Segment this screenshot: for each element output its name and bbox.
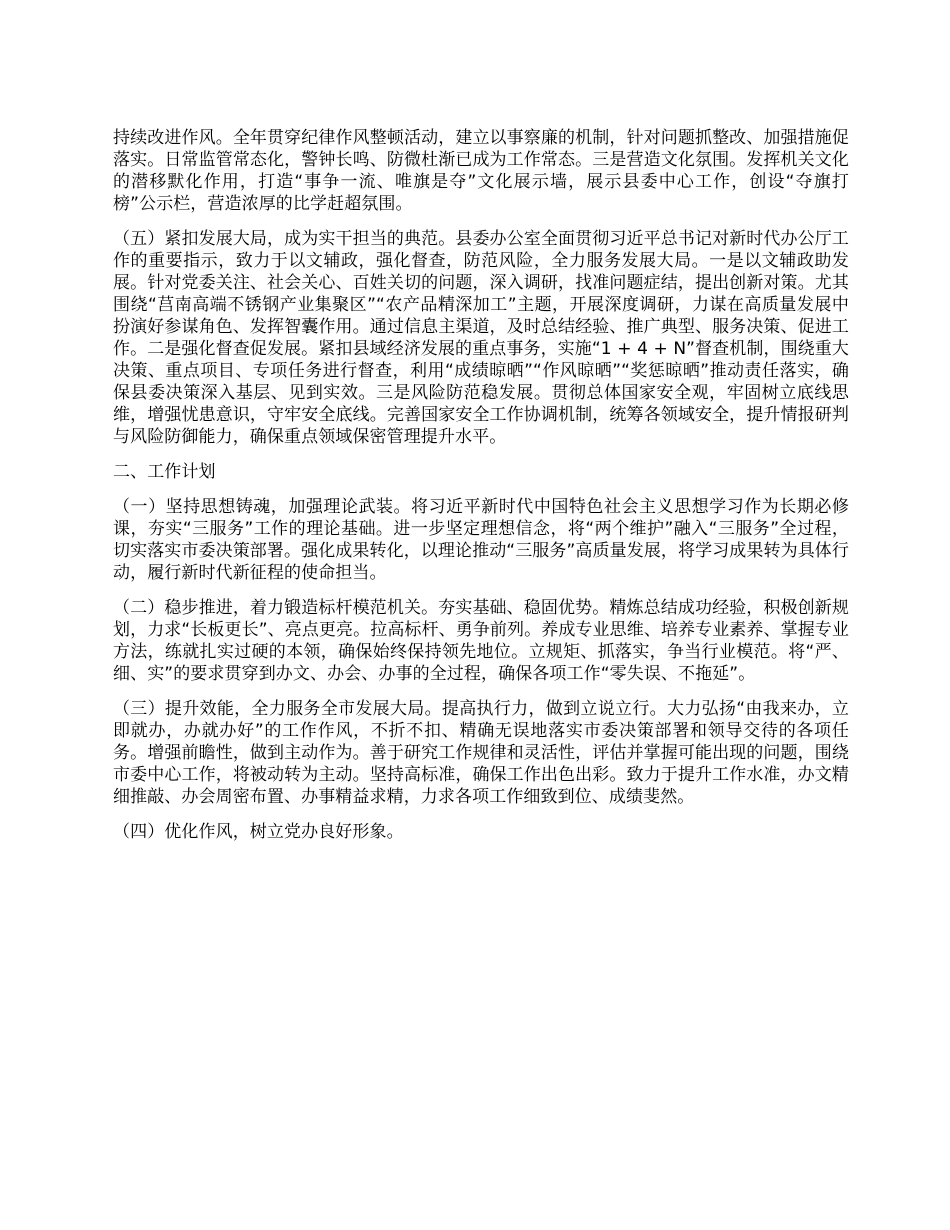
paragraph-plan-one: （一）坚持思想铸魂，加强理论武装。将习近平新时代中国特色社会主义思想学习作为长期必修课，夯实“三服务”工作的理论基础。进一步坚定理想信念，将“两个维护”融入“三服务”全过程，切实落实市委决策部署。强化成果转化，以理论推动“三服务”高质量发展，将学习成果转为具体行动，履行新时代新征程的使命担当。 — [113, 497, 850, 583]
section-heading-work-plan: 二、工作计划 — [113, 462, 216, 482]
paragraph-plan-two: （二）稳步推进，着力锻造标杆模范机关。夯实基础、稳固优势。精炼总结成功经验，积极创新规划，力求“长板更长”、亮点更亮。拉高标杆、勇争前列。养成专业思维、培养专业素养、掌握专业方法，练就扎实过硬的本领，确保始终保持领先地位。立规矩、抓落实，争当行业模范。将“严、细、实”的要求贯穿到办文、办会、办事的全过程，确保各项工作“零失误、不拖延”。 — [113, 598, 850, 684]
paragraph-plan-four: （四）优化作风，树立党办良好形象。 — [113, 822, 404, 842]
document-body — [113, 127, 849, 856]
paragraph-section-five: （五）紧扣发展大局，成为实干担当的典范。县委办公室全面贯彻习近平总书记对新时代办公厅工作的重要指示，致力于以文辅政，强化督查，防范风险，全力服务发展大局。一是以文辅政助发展。针对党委关注、社会关心、百姓关切的问题，深入调研，找准问题症结，提出创新对策。尤其围绕“莒南高端不锈钢产业集聚区”“农产品精深加工”主题，开展深度调研，力谋在高质量发展中扮演好参谋角色、发挥智囊作用。通过信息主渠道，及时总结经验、推广典型、服务决策、促进工作。二是强化督查促发展。紧扣县域经济发展的重点事务，实施“1 + 4 + N”督查机制，围绕重大决策、重点项目、专项任务进行督查，利用“成绩晾晒”“作风晾晒”“奖惩晾晒”推动责任落实，确保县委决策深入基层、见到实效。三是风险防范稳发展。贯彻总体国家安全观，牢固树立底线思维，增强忧患意识，守牢安全底线。完善国家安全工作协调机制，统筹各领域安全，提升情报研判与风险防御能力，确保重点领域保密管理提升水平。 — [113, 229, 849, 447]
paragraph-plan-three: （三）提升效能，全力服务全市发展大局。提高执行力，做到立说立行。大力弘扬“由我来办，立即就办，办就办好”的工作作风，不折不扣、精确无误地落实市委决策部署和领导交待的各项任务。增强前瞻性，做到主动作为。善于研究工作规律和灵活性，评估并掌握可能出现的问题，围绕市委中心工作，将被动转为主动。坚持高标准，确保工作出色出彩。致力于提升工作水准，办文精细推敲、办会周密布置、办事精益求精，力求各项工作细致到位、成绩斐然。 — [113, 699, 849, 807]
paragraph-work-style: 持续改进作风。全年贯穿纪律作风整顿活动，建立以事察廉的机制，针对问题抓整改、加强措施促落实。日常监管常态化，警钟长鸣、防微杜渐已成为工作常态。三是营造文化氛围。发挥机关文化的潜移默化作用，打造“事争一流、唯旗是夺”文化展示墙，展示县委中心工作，创设“夺旗打榜”公示栏，营造浓厚的比学赶超氛围。 — [113, 128, 849, 214]
